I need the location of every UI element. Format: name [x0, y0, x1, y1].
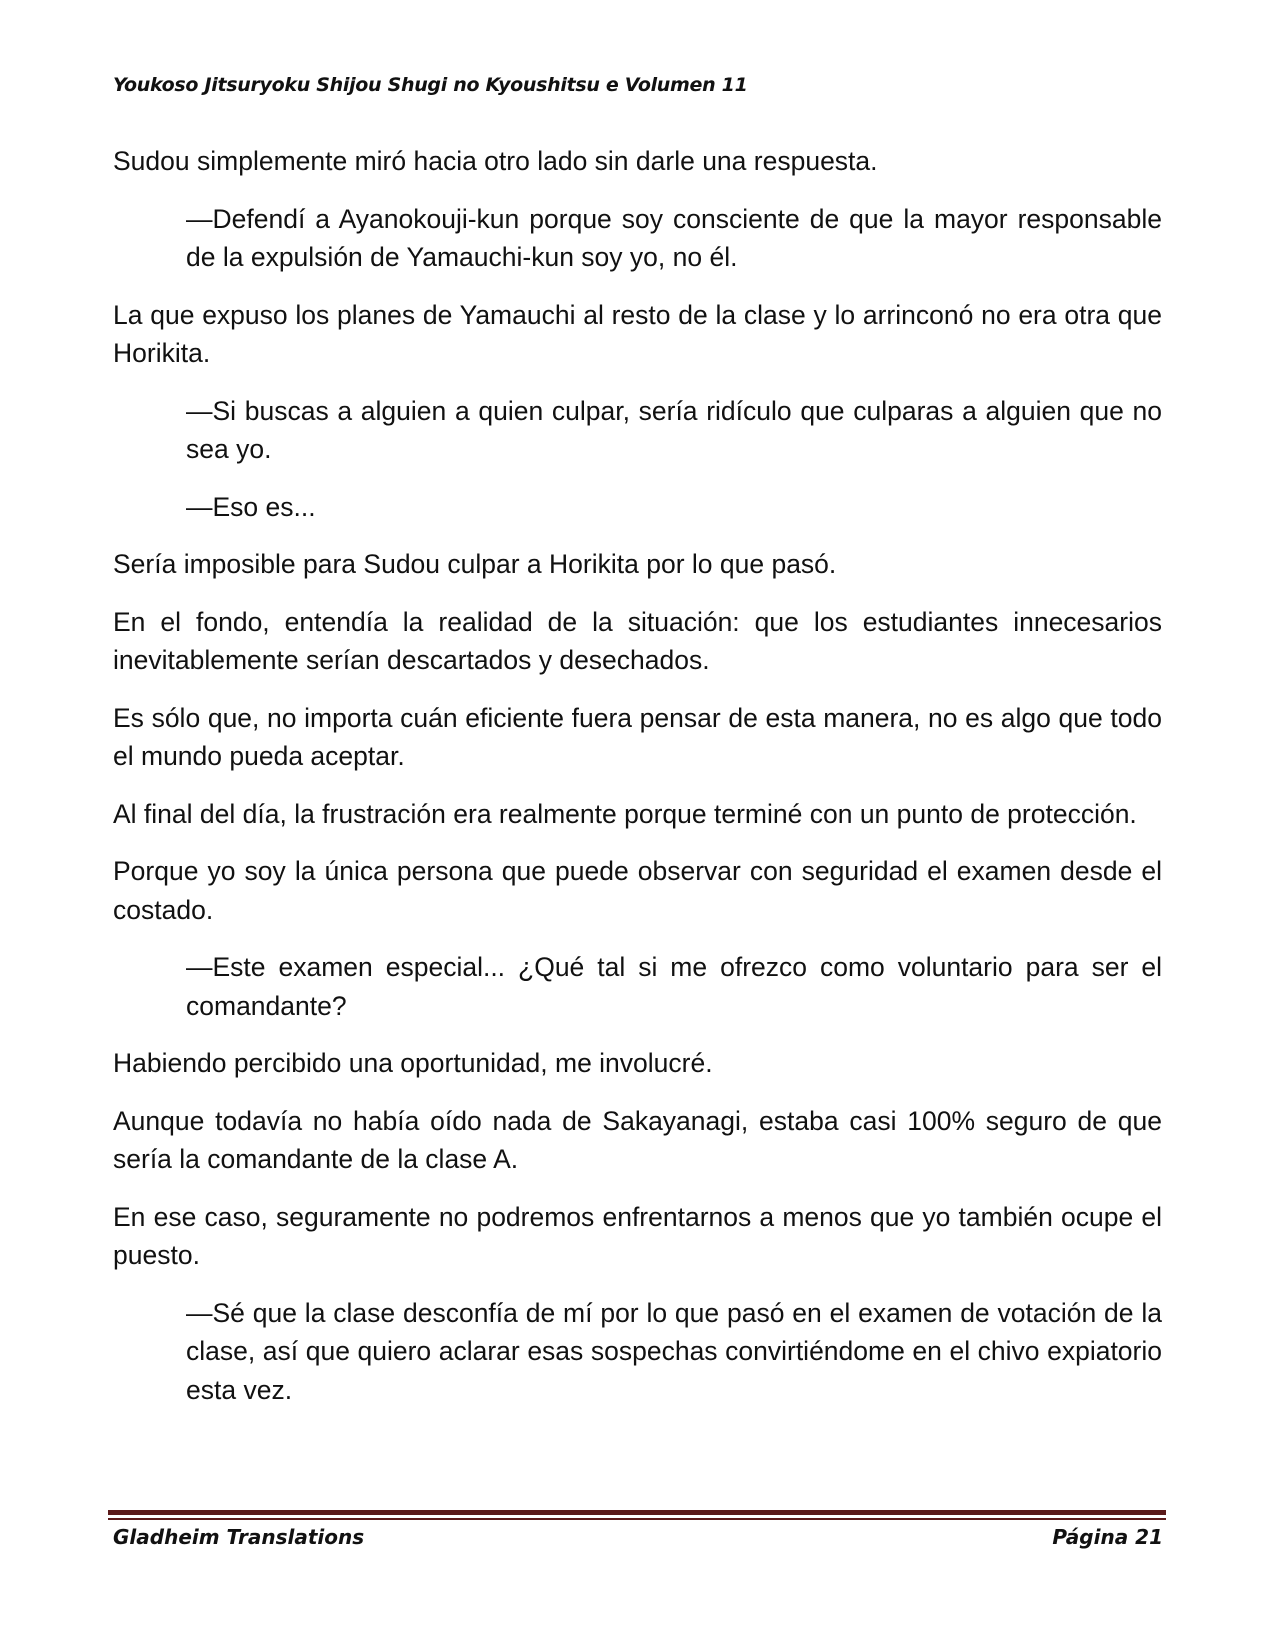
footer-rule-thick — [108, 1510, 1166, 1515]
paragraph-narration: Al final del día, la frustración era realmente porque terminé con un punto de protección. — [113, 798, 1137, 829]
paragraph-dialog: —Si buscas a alguien a quien culpar, sería ridículo que culparas a alguien que no sea yo. — [186, 395, 1162, 464]
paragraph-narration: Es sólo que, no importa cuán eficiente fuera pensar de esta manera, no es algo que todo el mundo pueda aceptar. — [113, 702, 1162, 771]
paragraph-dialog: —Sé que la clase desconfía de mí por lo que pasó en el examen de votación de la clase, así que quiero aclarar esas sospechas convirtiéndome en el chivo expiatorio esta vez. — [186, 1297, 1162, 1405]
paragraph-dialog: —Eso es... — [186, 491, 316, 522]
document-header-title: Youkoso Jitsuryoku Shijou Shugi no Kyoushitsu e Volumen 11 — [113, 74, 748, 96]
paragraph-narration: Sería imposible para Sudou culpar a Horikita por lo que pasó. — [113, 549, 837, 579]
paragraph-dialog: —Defendí a Ayanokouji-kun porque soy consciente de que la mayor responsable de la expulsión de Yamauchi-kun soy yo, no él. — [186, 203, 1162, 272]
paragraph-narration: Porque yo soy la única persona que puede observar con seguridad el examen desde el costado. — [113, 856, 1162, 925]
paragraph-narration: La que expuso los planes de Yamauchi al resto de la clase y lo arrinconó no era otra que Horikita. — [113, 299, 1162, 368]
paragraph-narration: Habiendo percibido una oportunidad, me involucré. — [113, 1048, 713, 1078]
paragraph-narration: En ese caso, seguramente no podremos enfrentarnos a menos que yo también ocupe el puesto. — [113, 1201, 1162, 1270]
footer-translator-credit: Gladheim Translations — [113, 1525, 365, 1549]
paragraph-dialog: —Este examen especial... ¿Qué tal si me ofrezco como voluntario para ser el comandante? — [186, 952, 1162, 1021]
paragraph-narration: Aunque todavía no había oído nada de Sakayanagi, estaba casi 100% seguro de que sería la comandante de la clase A. — [113, 1105, 1162, 1174]
footer-rule-thin — [108, 1518, 1166, 1520]
document-body — [113, 142, 1162, 1428]
paragraph-narration: En el fondo, entendía la realidad de la situación: que los estudiantes innecesarios inevitablemente serían descartados y desechados. — [113, 606, 1162, 675]
paragraph-narration: Sudou simplemente miró hacia otro lado sin darle una respuesta. — [113, 146, 878, 176]
footer-page-number: Página 21 — [1052, 1525, 1163, 1549]
